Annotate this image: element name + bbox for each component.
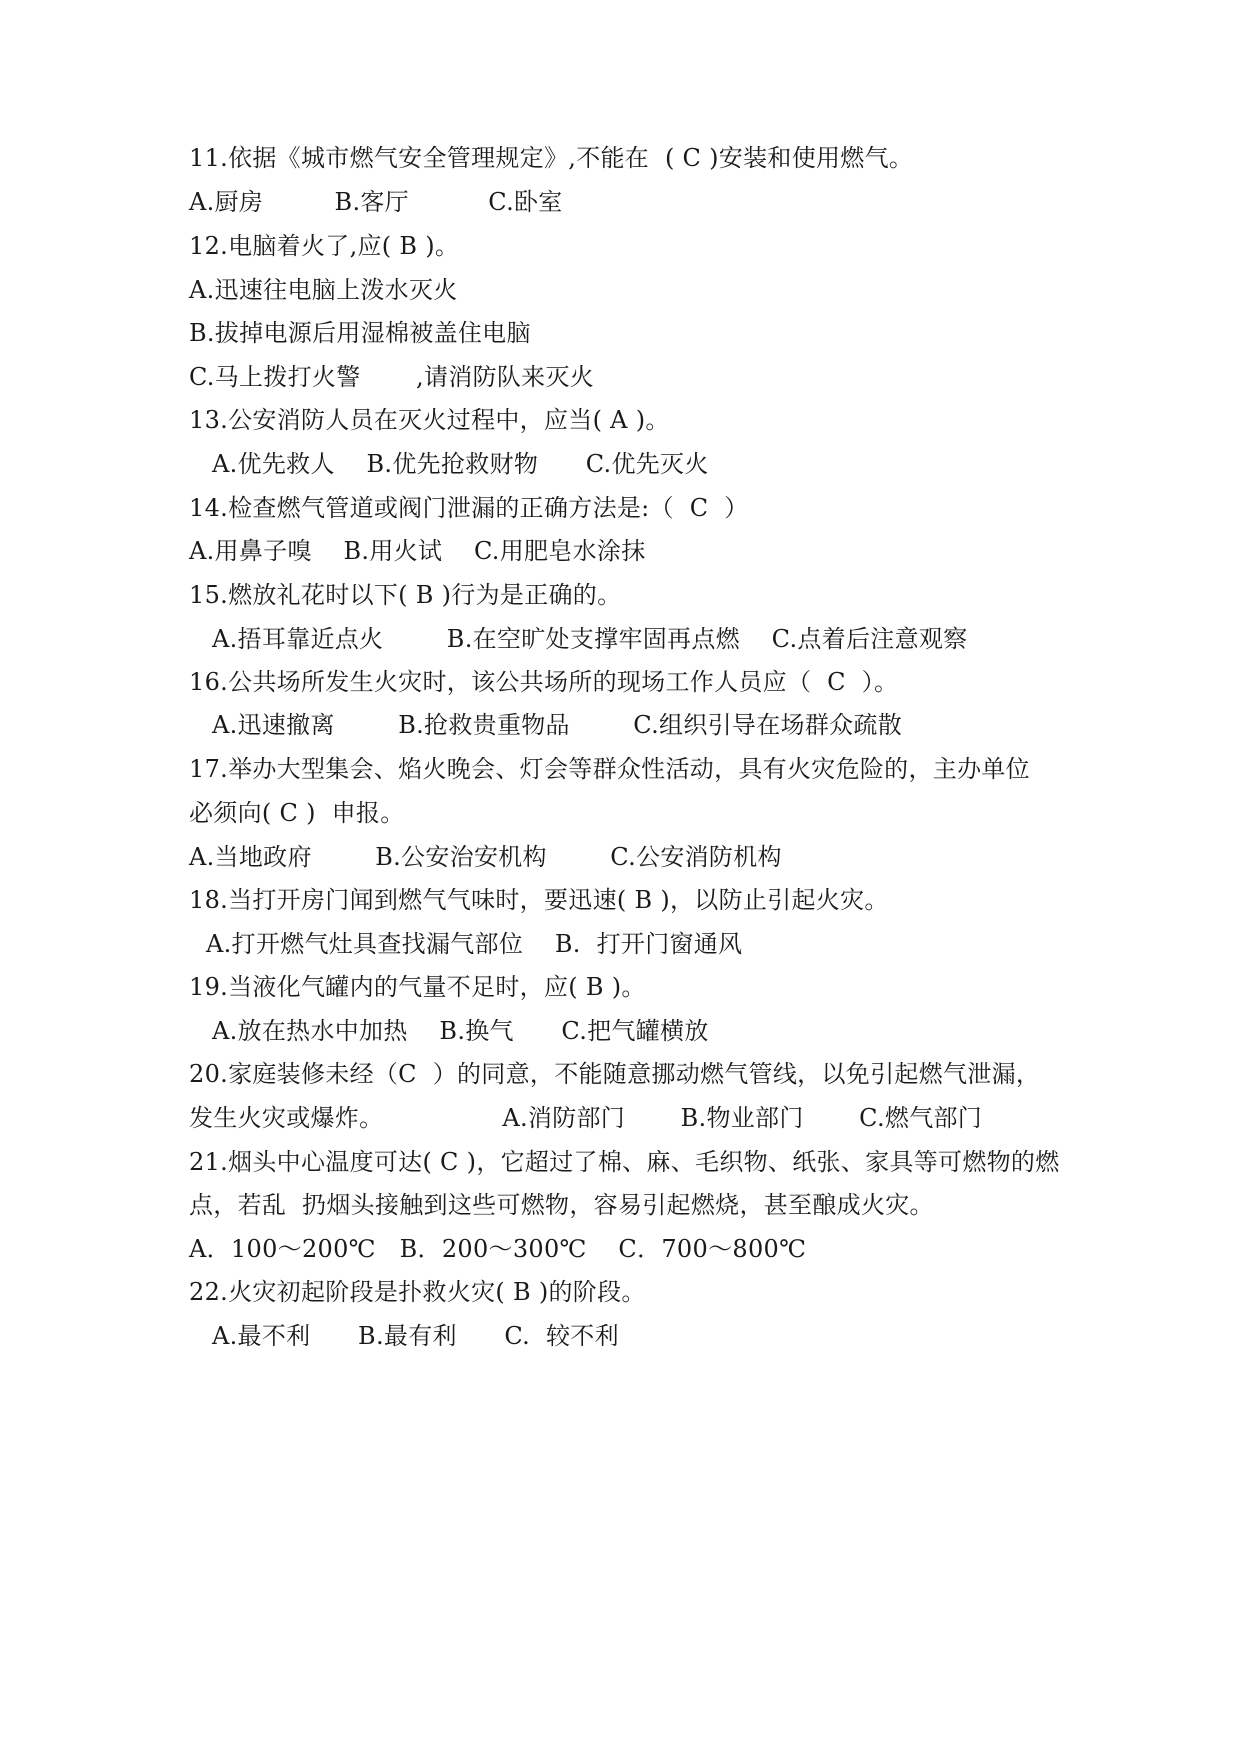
question-21-line-2: 点，若乱 扔烟头接触到这些可燃物，容易引起燃烧，甚至酿成火灾。: [189, 1191, 934, 1219]
question-17-line-2: 必须向( C ) 申报。: [189, 799, 405, 827]
option-12-c: C.马上拨打火警 ,请消防队来灭火: [189, 363, 595, 391]
options-13: A.优先救人 B.优先抢救财物 C.优先灭火: [212, 450, 709, 478]
question-14: 14.检查燃气管道或阀门泄漏的正确方法是:（ C ）: [189, 494, 749, 522]
question-11: 11.依据《城市燃气安全管理规定》,不能在 ( C )安装和使用燃气。: [189, 144, 914, 172]
options-11: A.厨房 B.客厅 C.卧室: [189, 188, 563, 216]
question-20-line-1: 20.家庭装修未经（C ）的同意，不能随意挪动燃气管线，以免引起燃气泄漏，: [189, 1060, 1041, 1088]
question-22: 22.火灾初起阶段是扑救火灾( B )的阶段。: [189, 1278, 646, 1306]
question-12: 12.电脑着火了,应( B )。: [189, 232, 460, 260]
question-19: 19.当液化气罐内的气量不足时，应( B )。: [189, 973, 646, 1001]
option-12-b: B.拔掉电源后用湿棉被盖住电脑: [189, 319, 531, 347]
options-22: A.最不利 B.最有利 C. 较不利: [212, 1322, 619, 1350]
question-13: 13.公安消防人员在灭火过程中，应当( A )。: [189, 406, 670, 434]
options-19: A.放在热水中加热 B.换气 C.把气罐横放: [212, 1017, 709, 1045]
question-20-line-2: 发生火灾或爆炸。 A.消防部门 B.物业部门 C.燃气部门: [189, 1104, 983, 1132]
question-21-line-1: 21.烟头中心温度可达( C )，它超过了棉、麻、毛织物、纸张、家具等可燃物的燃: [189, 1148, 1060, 1176]
options-14: A.用鼻子嗅 B.用火试 C.用肥皂水涂抹: [189, 537, 646, 565]
question-16: 16.公共场所发生火灾时，该公共场所的现场工作人员应（ C ）。: [189, 668, 899, 696]
question-18: 18.当打开房门闻到燃气气味时，要迅速( B )，以防止引起火灾。: [189, 886, 889, 914]
options-15: A.捂耳靠近点火 B.在空旷处支撑牢固再点燃 C.点着后注意观察: [212, 625, 968, 653]
options-21: A．100～200℃ B．200～300℃ C．700～800℃: [189, 1235, 807, 1263]
options-17: A.当地政府 B.公安治安机构 C.公安消防机构: [189, 843, 782, 871]
question-17-line-1: 17.举办大型集会、焰火晚会、灯会等群众性活动，具有火灾危险的，主办单位: [189, 755, 1030, 783]
options-18: A.打开燃气灶具查找漏气部位 B. 打开门窗通风: [206, 930, 743, 958]
option-12-a: A.迅速往电脑上泼水灭火: [189, 276, 458, 304]
options-16: A.迅速撤离 B.抢救贵重物品 C.组织引导在场群众疏散: [212, 711, 903, 739]
question-15: 15.燃放礼花时以下( B )行为是正确的。: [189, 581, 622, 609]
